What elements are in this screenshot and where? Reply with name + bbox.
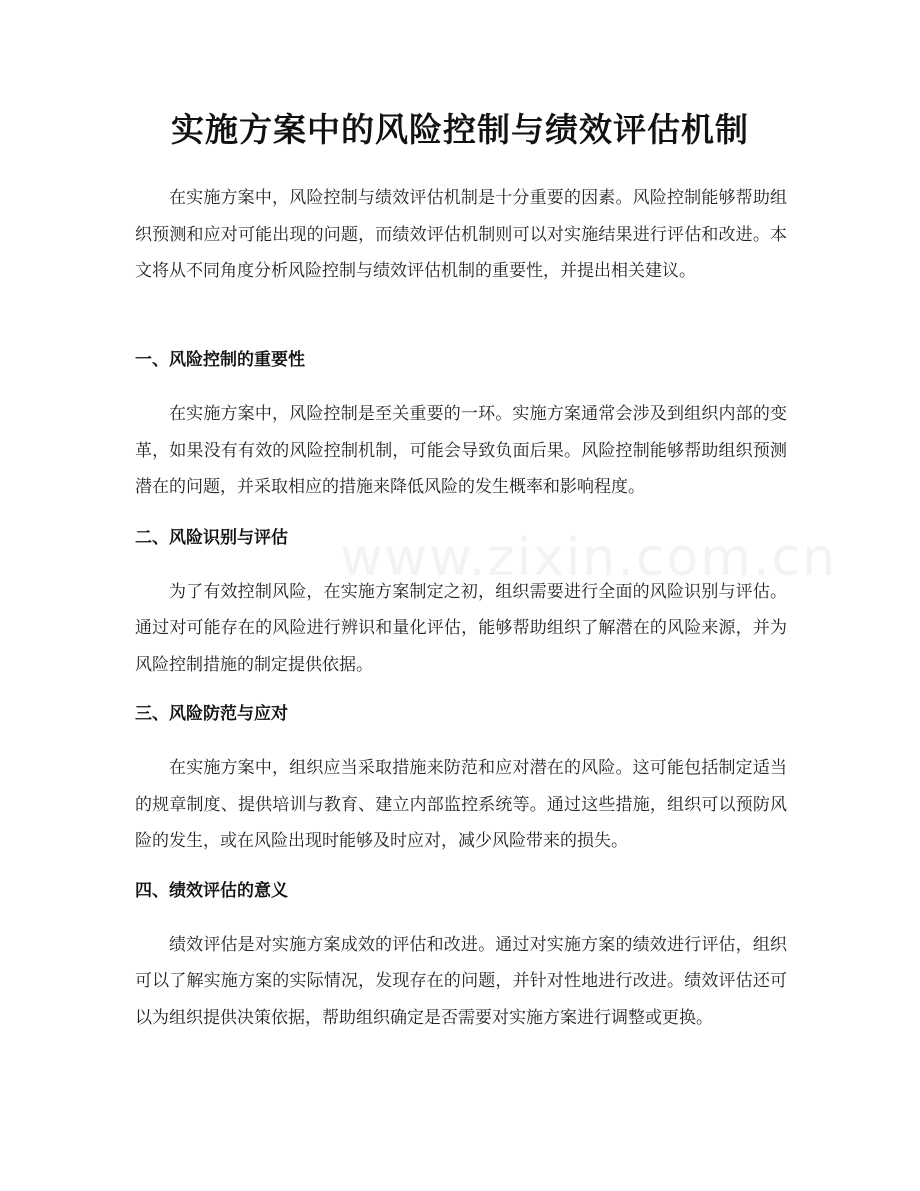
watermark: www.zixin.com.cn [340,528,837,588]
section-heading-4: 四、绩效评估的意义 [135,880,288,901]
document-body [135,180,787,1036]
intro-paragraph: 在实施方案中，风险控制与绩效评估机制是十分重要的因素。风险控制能够帮助组织预测和应对可能出现的问题，而绩效评估机制则可以对实施结果进行评估和改进。本文将从不同角度分析风险控制与绩效评估机制的重要性，并提出相关建议。 [135,188,787,281]
section-paragraph-4: 绩效评估是对实施方案成效的评估和改进。通过对实施方案的绩效进行评估，组织可以了解实施方案的实际情况，发现存在的问题，并针对性地进行改进。绩效评估还可以为组织提供决策依据，帮助组织确定是否需要对实施方案进行调整或更换。 [135,934,787,1028]
section-heading-3: 三、风险防范与应对 [135,704,288,724]
section-paragraph-2: 为了有效控制风险，在实施方案制定之初，组织需要进行全面的风险识别与评估。通过对可能存在的风险进行辨识和量化评估，能够帮助组织了解潜在的风险来源，并为风险控制措施的制定提供依据。 [135,581,787,675]
section-paragraph-1: 在实施方案中，风险控制是至关重要的一环。实施方案通常会涉及到组织内部的变革，如果没有有效的风险控制机制，可能会导致负面后果。风险控制能够帮助组织预测潜在的问题，并采取相应的措施来降低风险的发生概率和影响程度。 [135,404,787,497]
document-title: 实施方案中的风险控制与绩效评估机制 [171,110,749,149]
section-heading-2: 二、风险识别与评估 [135,527,288,548]
section-heading-1: 一、风险控制的重要性 [135,350,305,370]
section-paragraph-3: 在实施方案中，组织应当采取措施来防范和应对潜在的风险。这可能包括制定适当的规章制度、提供培训与教育、建立内部监控系统等。通过这些措施，组织可以预防风险的发生，或在风险出现时能够及时应对，减少风险带来的损失。 [135,758,787,851]
